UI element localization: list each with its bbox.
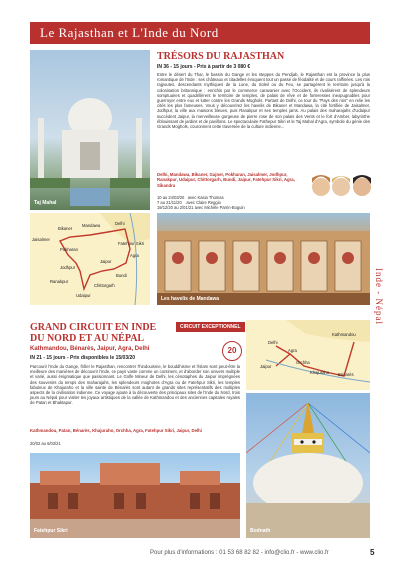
map-city: Mandawa xyxy=(82,223,101,228)
taj-mahal-illustration xyxy=(30,50,150,210)
map-city: Orchha xyxy=(296,360,310,365)
north-india-nepal-map xyxy=(246,320,370,390)
map-city: Jaipur xyxy=(100,259,112,264)
map-city: Chittorgarh xyxy=(94,283,115,288)
map-city: Delhi xyxy=(268,340,278,345)
photo-caption: Taj Mahal xyxy=(34,200,57,206)
map-city: Agra xyxy=(288,348,297,353)
map-city: Udaipur xyxy=(76,293,91,298)
map-city: Pokharan xyxy=(60,247,78,252)
guide-portrait xyxy=(353,178,371,196)
fatehpur-sikri-photo xyxy=(30,453,240,538)
map-city: Fatehpur Sikri xyxy=(118,241,145,246)
map-city: Agra xyxy=(130,253,139,258)
map-city: Jaipur xyxy=(260,364,272,369)
map-city: Ranakpur xyxy=(50,279,69,284)
havelis-photo xyxy=(157,213,370,305)
trip-description: Entre le désert du Thar, le bassin du Gange et les steppes du Pendjab, le Rajasthan est la province la plus romantique de l'Inde : ses châteaux et citadelles évoquent tout un passé de féodalité et de cours raffinées. Les rois rajpoutes, descendants mythiques de la Lune, du Soleil ou du Feu, se partagèrent le territoire jusqu'à la colonisation britannique : enrichis par le commerce caravanier avec l'Occident, ils rivalisèrent de splendeurs somptuaires et quadrillèrent le territoire de temples, de palais de rêve et de forteresses inexpugnables pour guerroyer entre eux et lutter contre les Grands Moghols. Partant de Delhi, ce tour du "Pays des rois" en relie les cités les plus fameuses. Vous y découvrirez les havelis de Bikaner et Mandawa, la cité fortifiée de Jaisalmer, Jodhpur, la ville aux maisons bleues, puis Ranakpur et ses temples jaïns. Au palais des maharajahs d'Udaipur succèdent Jaipur, la merveilleuse gorgeuse de pierre rose de son palais des Vents et le fort d'Amber, labyrinthe éblouissant de jardins et de pavillons. Le spectaculaire Fathepur Sikri et le Taj Mahal d'Agra, symbole du génie des Grands Moghols, couronnent cette traversée de la culture indienne... xyxy=(157,72,370,130)
guide-portrait xyxy=(332,178,350,196)
side-region-label: Inde - Népal xyxy=(374,268,384,325)
trip2-dates: 20/02 au 6/03/21 xyxy=(30,441,61,446)
rajasthan-map xyxy=(30,213,150,305)
map-city: Khajuraho xyxy=(310,370,330,375)
trip2-cities: Kathmandou, Patan, Bénarès, Khajuraho, Orchha, Agra, Fatehpur Sikri, Jaipur, Delhi xyxy=(30,428,202,433)
trip-cities: Delhi, Mandawa, Bikaner, Gajner, Pokharan, Jaisalmer, Jodhpur, Ranakpur, Udaipur, Chittorgarh, Bundi, Jaipur, Fatehpur Sikri, Agra, Sikandra xyxy=(157,172,295,188)
anniversary-stamp: 20 xyxy=(222,341,242,361)
trip2-title: GRAND CIRCUIT EN INDE DU NORD ET AU NÉPAL xyxy=(30,322,157,344)
map-city: Bundi xyxy=(116,273,127,278)
trip2-subtitle: IN 21 - 15 jours - Prix disponibles le 15/03/20 xyxy=(30,355,136,361)
guide-portraits xyxy=(312,172,372,202)
trip-subtitle: IN 36 - 15 jours - Prix à partir de 3 080 € xyxy=(157,64,251,70)
exceptional-badge: CIRCUIT EXCEPTIONNEL xyxy=(176,322,245,332)
trip-dates: 10 au 24/03/20 avec Kasia Thomas 7 au 21/11/20 avec Claire Reggio 19/12/20 au 2/01/21 avec Michèle Parrin-Boguin xyxy=(157,195,245,210)
guide-portrait xyxy=(312,178,330,196)
map-city: Jodhpur xyxy=(60,265,76,270)
bodnath-photo xyxy=(246,393,370,538)
page-number: 5 xyxy=(370,548,375,557)
photo-caption: Les havelis de Mandawa xyxy=(161,296,220,302)
map-city: Bikaner xyxy=(58,226,73,231)
taj-mahal-photo xyxy=(30,50,150,210)
trip-title: TRÉSORS DU RAJASTHAN xyxy=(157,51,285,62)
photo-caption: Bodnath xyxy=(250,528,271,534)
section-title: Le Rajasthan et L'Inde du Nord xyxy=(40,25,219,40)
map-city: Bénarès xyxy=(338,372,354,377)
photo-caption: Fatehpur Sikri xyxy=(34,528,68,534)
footer-contact: Pour plus d'informations : 01 53 68 82 82 - info@clio.fr - www.clio.fr xyxy=(150,550,329,556)
trip2-route: Kathmandou, Bénarès, Jaipur, Agra, Delhi xyxy=(30,346,150,352)
map-city: Kathmandou xyxy=(332,332,356,337)
trip2-description: Parcourir l'Inde du Gange, frôler le Rajasthan, rencontrer l'hindouisme, le bouddhisme et l'islam sont peut-être la meilleure des manières de découvrir l'Inde, ce pays vaste comme un continent, et d'aborder son univers multiple et varié, aussi énigmatique que passionnant. Le Golfe Mineur de Delhi, les cénotaphes du Jaipur imprégnées des souvenirs du temps des maharajahs, les splendeurs moghoIes d'Agra ou de Fatehpur Sikri, les temples fabuleux de Khajuraho et la ville sainte de Bénarès sont autant de grands sites représentatifs des multiples aspects de la civilisation indienne. Ce voyage ajoute à la découverte des principaux sites de l'Inde du Nord, trois jours au Népal pour visiter les joyaux artistiques de la vallée de Kathmandou et des anciennes capitales royales de Patan et Bhaktapur. xyxy=(30,364,240,406)
section-header xyxy=(30,22,370,44)
map-city: Jaisalmer xyxy=(32,237,50,242)
map-city: Delhi xyxy=(115,221,125,226)
